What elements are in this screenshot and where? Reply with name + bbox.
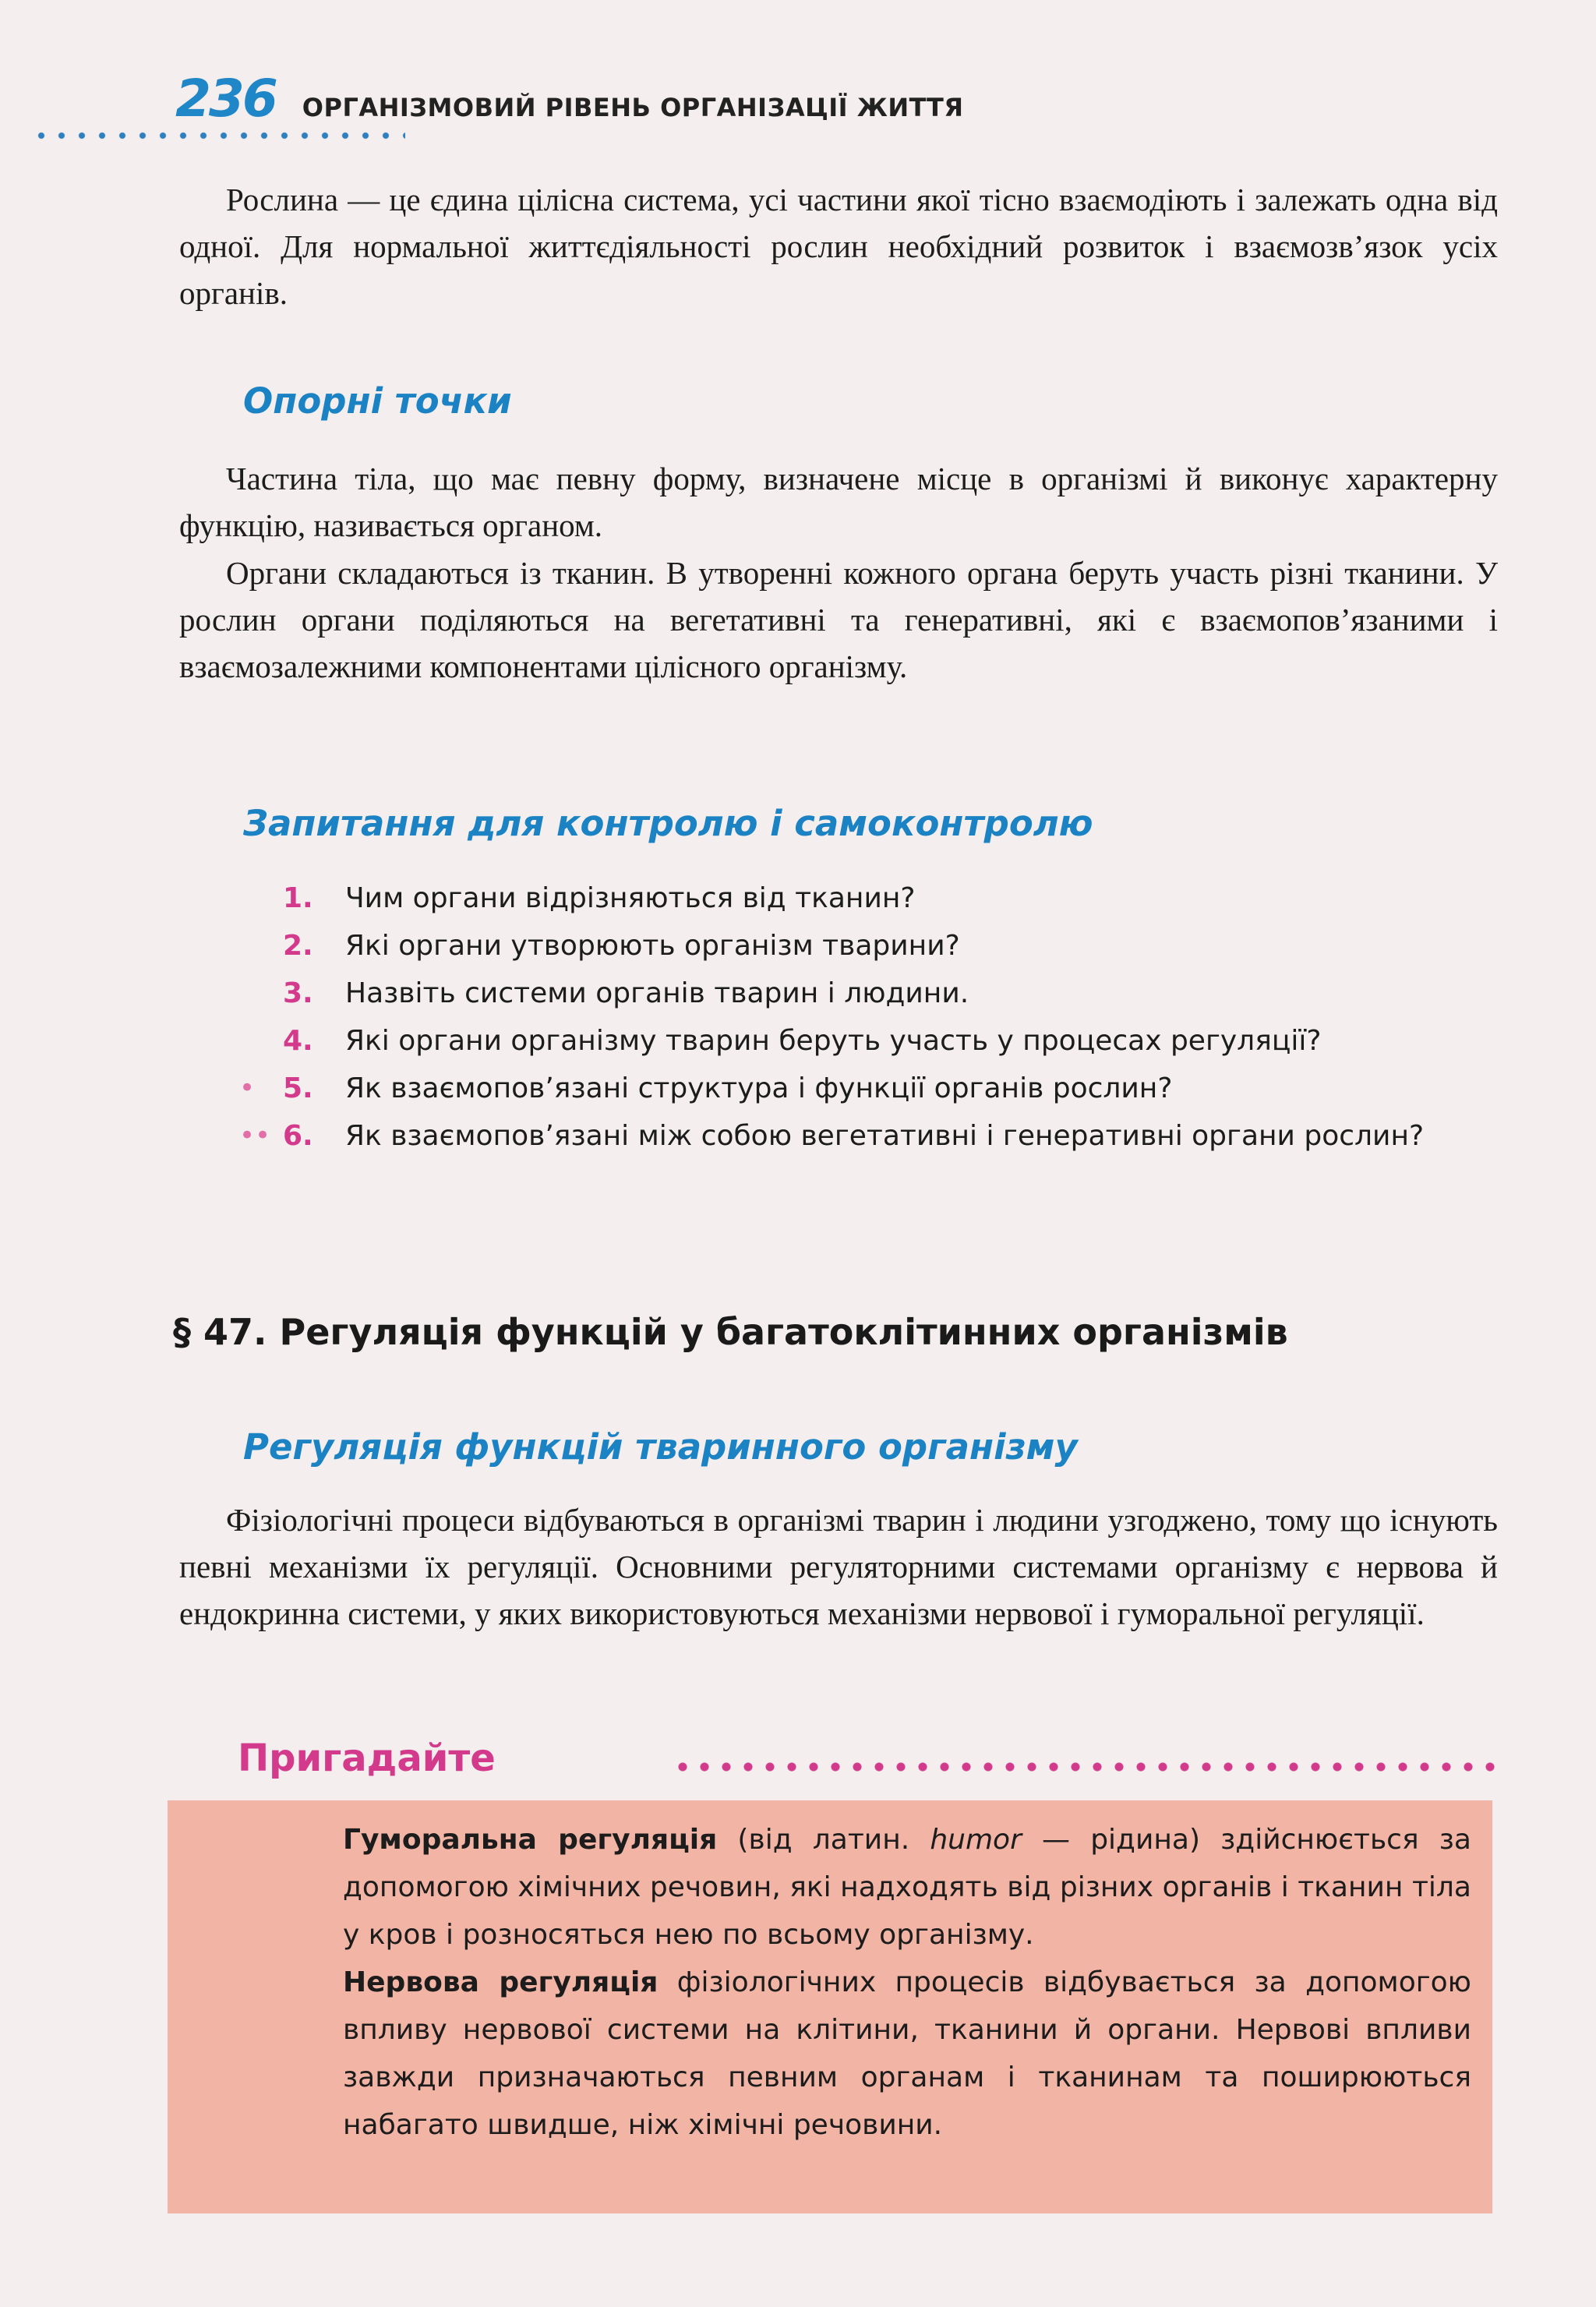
question-text: Які органи організму тварин беруть участь у процесах регуляції? xyxy=(345,1025,1322,1057)
question-number: 3. xyxy=(283,977,313,1009)
question-item xyxy=(277,1017,1500,1065)
question-number: 2. xyxy=(283,930,313,962)
question-item xyxy=(239,1112,1500,1160)
nervous-term: Нервова регуляція xyxy=(343,1966,659,1998)
remember-heading: Пригадайте xyxy=(238,1736,496,1780)
humoral-rest: — рідина) здійснюється за допомогою хімічних речовин, які надходять від різних органів і тканин тіла у кров і розносяться нею по всьому організму. xyxy=(343,1824,1471,1951)
paragraph-title: § 47. Регуляція функцій у багатоклітинних організмів xyxy=(173,1311,1288,1353)
question-text: Як взаємопов’язані між собою вегетативні і генеративні органи рослин? xyxy=(345,1120,1425,1152)
question-text: Які органи утворюють організм тварини? xyxy=(345,930,960,962)
paragraph-subheading: Регуляція функцій тваринного організму xyxy=(243,1426,1078,1468)
running-title: ОРГАНІЗМОВИЙ РІВЕНЬ ОРГАНІЗАЦІЇ ЖИТТЯ xyxy=(302,93,964,122)
page-number: 236 xyxy=(175,69,276,129)
humoral-definition xyxy=(343,1816,1471,1959)
question-number: 5. xyxy=(283,1072,313,1104)
difficulty-marks: •• xyxy=(239,1120,271,1151)
questions-heading: Запитання для контролю і самоконтролю xyxy=(243,803,1093,844)
key-points-paragraph: Органи складаються із тканин. В утворенні кожного органа беруть участь різні тканини. У рослин органи поділяються на вегетативні та генеративні, які є взаємопов’язаними і взаємозалежними компонентами цілісного організму. xyxy=(179,555,1498,684)
key-points-heading: Опорні точки xyxy=(243,380,512,422)
question-text: Як взаємопов’язані структура і функції органів рослин? xyxy=(345,1072,1173,1104)
question-item xyxy=(277,970,1500,1017)
running-header xyxy=(175,69,963,129)
intro-paragraph: Рослина — це єдина цілісна система, усі частини якої тісно взаємодіють і залежать одна від одної. Для нормальної життєдіяльності рослин необхідний розвиток і взаємозв’язок усіх органів. xyxy=(179,182,1498,311)
paragraph-text: Фізіологічні процеси відбуваються в організмі тварин і людини узгоджено, тому що існують певні механізми їх регуляції. Основними регуляторними системами організму є нервова й ендокринна системи, у яких використовуються механізми нервової і гуморальної регуляції. xyxy=(179,1502,1498,1631)
question-text: Назвіть системи органів тварин і людини. xyxy=(345,977,969,1009)
nervous-rest: фізіологічних процесів відбувається за допомогою впливу нервової системи на клітини, тканини й органи. Нервові впливи завжди призначаються певним органам і тканинам та поширюються набагато швидше, ніж хімічні речовини. xyxy=(343,1966,1471,2141)
header-dotted-rule xyxy=(31,131,405,140)
question-item xyxy=(239,1065,1500,1112)
difficulty-marks: • xyxy=(239,1072,256,1104)
humoral-term: Гуморальна регуляція xyxy=(343,1824,718,1856)
question-number: 6. xyxy=(283,1120,313,1152)
question-item xyxy=(277,922,1500,970)
remember-dotted-rule xyxy=(672,1761,1499,1772)
humoral-paren: (від латин. xyxy=(717,1824,930,1856)
question-number: 4. xyxy=(283,1025,313,1057)
question-item xyxy=(277,874,1500,922)
remember-text xyxy=(343,1816,1471,2149)
questions-list xyxy=(239,874,1500,1160)
nervous-definition xyxy=(343,1959,1471,2149)
key-points-paragraph: Частина тіла, що має певну форму, визначене місце в організмі й виконує характерну функцію, називається органом. xyxy=(179,461,1498,543)
latin-word: humor xyxy=(930,1824,1022,1856)
question-number: 1. xyxy=(283,882,313,914)
question-text: Чим органи відрізняються від тканин? xyxy=(345,882,916,914)
